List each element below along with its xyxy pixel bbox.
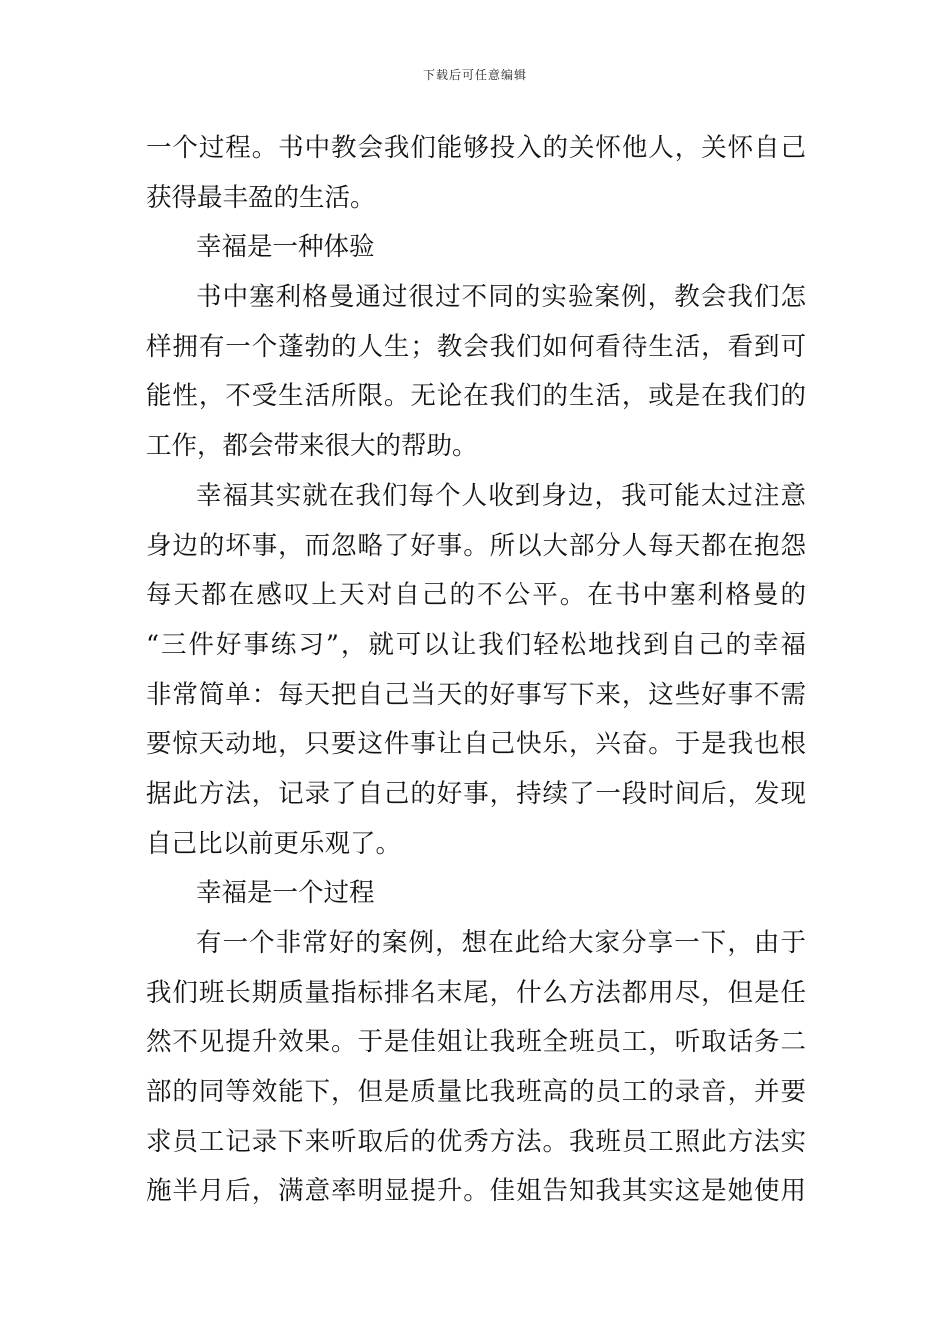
text-line: 据此方法，记录了自己的好事，持续了一段时间后，发现 [146, 778, 806, 809]
text-line: 能性，不受生活所限。无论在我们的生活，或是在我们的 [146, 381, 806, 412]
text-line: 求员工记录下来听取后的优秀方法。我班员工照此方法实 [146, 1126, 806, 1157]
text-line: 样拥有一个蓬勃的人生；教会我们如何看待生活，看到可 [146, 331, 806, 362]
document-body [146, 124, 806, 1217]
text-line: 幸福是一个过程 [196, 878, 375, 909]
text-line: 身边的坏事，而忽略了好事。所以大部分人每天都在抱怨 [146, 530, 806, 561]
text-line: 非常简单：每天把自己当天的好事写下来，这些好事不需 [146, 679, 806, 710]
text-line: 我们班长期质量指标排名末尾，什么方法都用尽，但是任 [146, 977, 806, 1008]
text-line: 部的同等效能下，但是质量比我班高的员工的录音，并要 [146, 1077, 806, 1108]
text-line: 施半月后，满意率明显提升。佳姐告知我其实这是她使用 [146, 1176, 806, 1207]
page-header: 下载后可任意编辑 [422, 68, 527, 82]
text-line: 获得最丰盈的生活。 [146, 182, 376, 213]
text-line: 书中塞利格曼通过很过不同的实验案例，教会我们怎 [196, 282, 806, 313]
text-line: 工作，都会带来很大的帮助。 [146, 431, 478, 462]
text-line: 幸福其实就在我们每个人收到身边，我可能太过注意 [196, 480, 806, 511]
text-line: “三件好事练习”，就可以让我们轻松地找到自己的幸福 [146, 629, 806, 660]
text-line: 每天都在感叹上天对自己的不公平。在书中塞利格曼的 [146, 580, 806, 611]
text-line: 然不见提升效果。于是佳姐让我班全班员工，听取话务二 [146, 1027, 806, 1058]
text-line: 有一个非常好的案例，想在此给大家分享一下，由于 [196, 928, 806, 958]
text-line: 一个过程。书中教会我们能够投入的关怀他人，关怀自己 [146, 133, 806, 163]
text-line: 要惊天动地，只要这件事让自己快乐，兴奋。于是我也根 [146, 729, 806, 760]
text-line: 自己比以前更乐观了。 [146, 828, 402, 859]
text-line: 幸福是一种体验 [196, 232, 375, 263]
